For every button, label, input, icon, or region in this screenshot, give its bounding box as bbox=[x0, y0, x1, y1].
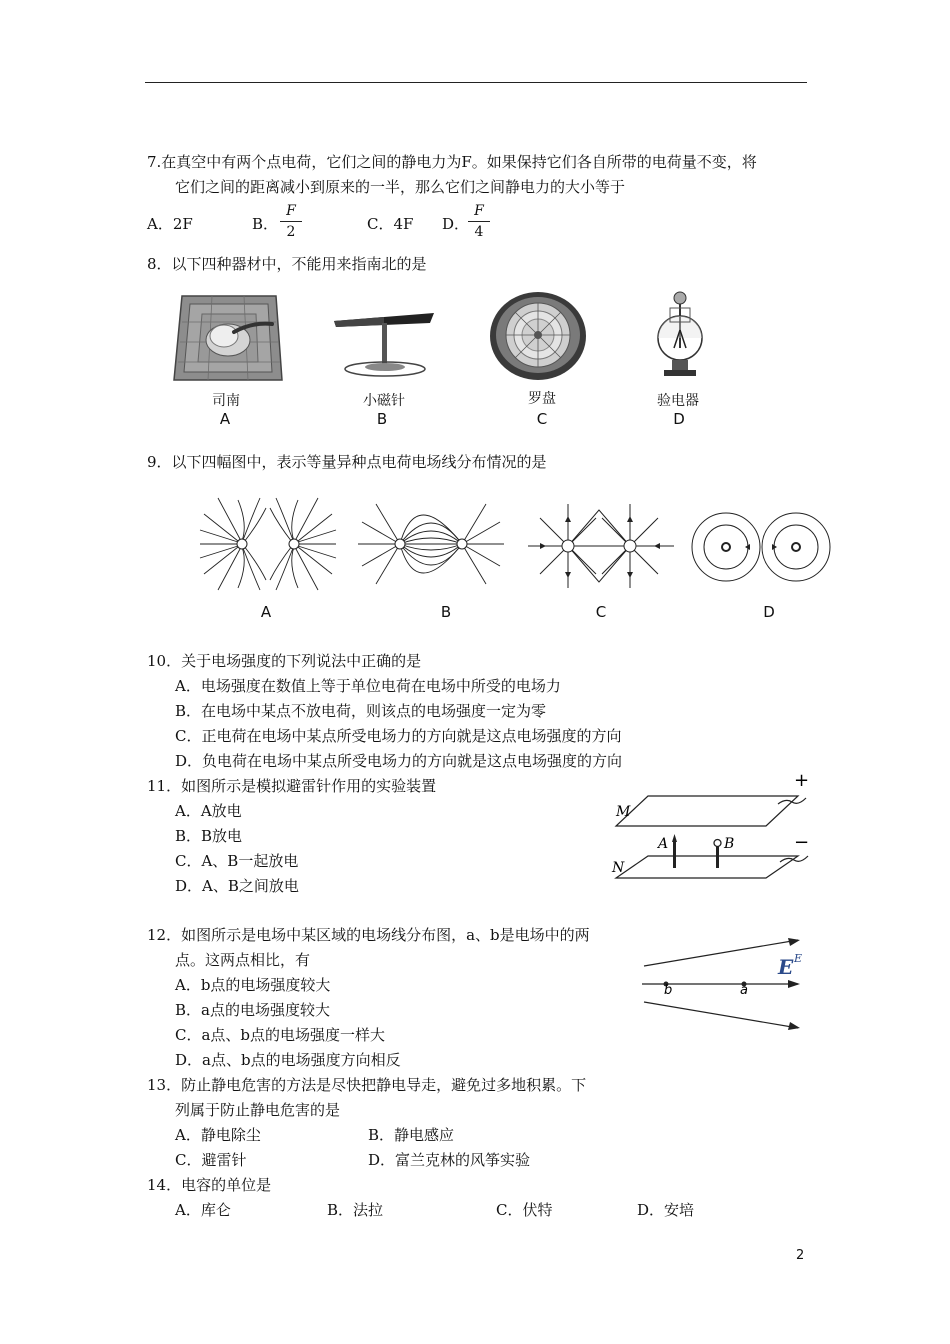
q9-letter-a: A bbox=[260, 603, 272, 621]
q7-option-b: B． bbox=[252, 215, 279, 233]
sinan-caption: 司南 bbox=[212, 393, 240, 409]
q12-option-c: C．a点、b点的电场强度一样大 bbox=[175, 1026, 386, 1044]
q13-line1: 13．防止静电危害的方法是尽快把静电导走，避免过多地积累。下 bbox=[147, 1076, 587, 1094]
q9-letter-b: B bbox=[440, 603, 452, 621]
q7-option-d: D． bbox=[442, 215, 470, 233]
needle-letter: B bbox=[376, 410, 388, 428]
point-label-a: a bbox=[740, 983, 748, 998]
q13-option-c: C．避雷针 bbox=[175, 1151, 247, 1169]
q7-line1: 7.在真空中有两个点电荷，它们之间的静电力为F。如果保持它们各自所带的电荷量不变，将 bbox=[147, 153, 757, 171]
plate-label-n: N bbox=[612, 860, 625, 876]
field-lines-figure-c bbox=[526, 500, 676, 590]
q13-option-d: D．富兰克林的风筝实验 bbox=[368, 1151, 531, 1169]
q12-line2: 点。这两点相比，有 bbox=[175, 951, 311, 969]
q7-option-c: C．4F bbox=[367, 215, 414, 233]
q12-option-d: D．a点、b点的电场强度方向相反 bbox=[175, 1051, 401, 1069]
electric-field-lines-figure bbox=[638, 930, 808, 1035]
q10-stem: 10．关于电场强度的下列说法中正确的是 bbox=[147, 652, 422, 670]
electroscope-caption: 验电器 bbox=[657, 393, 699, 409]
lightning-rod-apparatus bbox=[608, 772, 813, 884]
q14-option-d: D．安培 bbox=[637, 1201, 695, 1219]
q9-letter-c: C bbox=[595, 603, 607, 621]
q11-stem: 11．如图所示是模拟避雷针作用的实验装置 bbox=[147, 777, 437, 795]
q7-line2: 它们之间的距离减小到原来的一半，那么它们之间静电力的大小等于 bbox=[175, 178, 626, 196]
field-symbol-e-superscript: E bbox=[794, 952, 803, 965]
q14-option-a: A．库仑 bbox=[175, 1201, 231, 1219]
q7-option-a: A．2F bbox=[147, 215, 193, 233]
q11-option-b: B．B放电 bbox=[175, 827, 243, 845]
sinan-letter: A bbox=[219, 410, 231, 428]
sinan-image bbox=[172, 292, 284, 384]
q13-line2: 列属于防止静电危害的是 bbox=[175, 1101, 341, 1119]
point-label-b: b bbox=[664, 983, 673, 998]
q14-option-c: C．伏特 bbox=[496, 1201, 553, 1219]
q13-option-a: A．静电除尘 bbox=[175, 1126, 261, 1144]
q11-option-d: D．A、B之间放电 bbox=[175, 877, 299, 895]
rod-label-a: A bbox=[658, 836, 669, 852]
apparatus-plus-sign: + bbox=[794, 770, 810, 791]
header-rule bbox=[145, 82, 807, 83]
compass-letter: C bbox=[536, 410, 548, 428]
rod-label-b: B bbox=[724, 836, 735, 852]
q7-frac-d-den: 4 bbox=[474, 224, 484, 240]
apparatus-minus-sign: − bbox=[794, 832, 810, 853]
q7-fraction-d bbox=[468, 203, 490, 240]
plate-label-m: M bbox=[616, 804, 631, 820]
q7-frac-b-den: 2 bbox=[286, 224, 296, 240]
q9-letter-d: D bbox=[763, 603, 775, 621]
q12-option-a: A．b点的电场强度较大 bbox=[175, 976, 331, 994]
field-lines-figure-a bbox=[198, 494, 338, 594]
q12-line1: 12．如图所示是电场中某区域的电场线分布图，a、b是电场中的两 bbox=[147, 926, 590, 944]
q10-option-b: B．在电场中某点不放电荷，则该点的电场强度一定为零 bbox=[175, 702, 547, 720]
field-lines-figure-d bbox=[690, 510, 832, 584]
field-symbol-e: E bbox=[778, 955, 794, 979]
magnetic-needle-image bbox=[330, 305, 440, 385]
q11-option-c: C．A、B一起放电 bbox=[175, 852, 299, 870]
q10-option-d: D．负电荷在电场中某点所受电场力的方向就是这点电场强度的方向 bbox=[175, 752, 623, 770]
q9-stem: 9．以下四幅图中，表示等量异种点电荷电场线分布情况的是 bbox=[147, 453, 547, 471]
q10-option-a: A．电场强度在数值上等于单位电荷在电场中所受的电场力 bbox=[175, 677, 561, 695]
needle-caption: 小磁针 bbox=[363, 393, 405, 409]
q8-stem: 8．以下四种器材中，不能用来指南北的是 bbox=[147, 255, 427, 273]
electroscope-letter: D bbox=[673, 410, 685, 428]
compass-caption: 罗盘 bbox=[528, 391, 556, 407]
q13-option-b: B．静电感应 bbox=[368, 1126, 455, 1144]
q7-frac-d-num: F bbox=[474, 203, 484, 219]
field-lines-figure-b bbox=[356, 496, 506, 594]
compass-image bbox=[488, 290, 588, 382]
q12-option-b: B．a点的电场强度较大 bbox=[175, 1001, 330, 1019]
q7-frac-b-num: F bbox=[286, 203, 296, 219]
q11-option-a: A．A放电 bbox=[175, 802, 242, 820]
q14-option-b: B．法拉 bbox=[327, 1201, 384, 1219]
electroscope-image bbox=[650, 290, 710, 386]
q7-fraction-b bbox=[280, 203, 302, 240]
q10-option-c: C．正电荷在电场中某点所受电场力的方向就是这点电场强度的方向 bbox=[175, 727, 622, 745]
q14-stem: 14．电容的单位是 bbox=[147, 1176, 272, 1194]
page-number: 2 bbox=[796, 1248, 805, 1263]
